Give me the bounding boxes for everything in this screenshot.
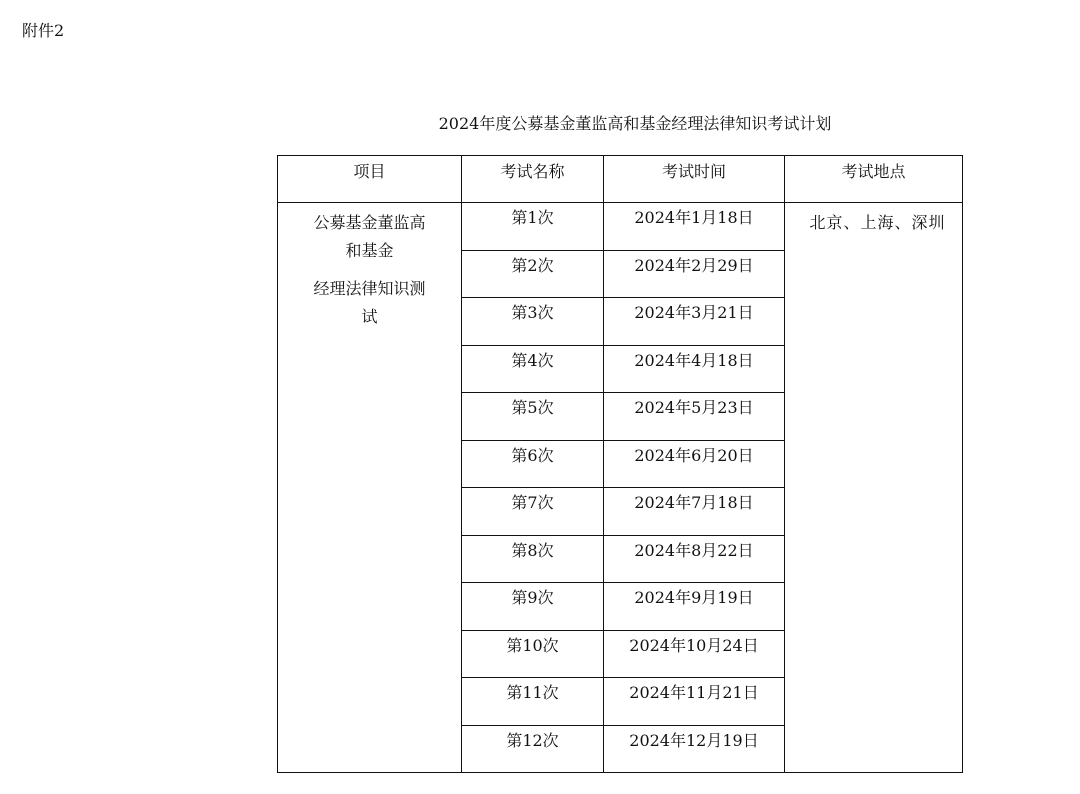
exam-date-cell: 2024年8月22日 [604,535,785,583]
exam-name-cell: 第2次 [462,250,604,298]
project-line: 经理法律知识测 [313,279,426,298]
project-line: 试 [361,307,378,326]
project-line: 和基金 [345,241,394,260]
exam-name-cell: 第5次 [462,393,604,441]
exam-name-cell: 第11次 [462,678,604,726]
header-exam-date: 考试时间 [604,156,785,203]
exam-schedule-table [277,155,963,773]
document-title: 2024年度公募基金董监高和基金经理法律知识考试计划 [438,114,832,133]
exam-name-cell: 第7次 [462,488,604,536]
location-cell: 北京、上海、深圳 [785,203,963,773]
table-header-row [278,156,963,203]
exam-date-cell: 2024年10月24日 [604,630,785,678]
header-project: 项目 [278,156,462,203]
exam-date-cell: 2024年7月18日 [604,488,785,536]
exam-date-cell: 2024年4月18日 [604,345,785,393]
exam-date-cell: 2024年1月18日 [604,203,785,251]
attachment-label: 附件2 [22,21,65,40]
exam-name-cell: 第9次 [462,583,604,631]
exam-date-cell: 2024年3月21日 [604,298,785,346]
table-row [278,203,963,251]
header-exam-name: 考试名称 [462,156,604,203]
exam-date-cell: 2024年9月19日 [604,583,785,631]
exam-date-cell: 2024年11月21日 [604,678,785,726]
exam-name-cell: 第1次 [462,203,604,251]
exam-date-cell: 2024年5月23日 [604,393,785,441]
exam-name-cell: 第4次 [462,345,604,393]
header-exam-location: 考试地点 [785,156,963,203]
exam-name-cell: 第12次 [462,725,604,773]
project-line: 公募基金董监高 [313,213,426,232]
exam-date-cell: 2024年6月20日 [604,440,785,488]
exam-name-cell: 第8次 [462,535,604,583]
exam-date-cell: 2024年2月29日 [604,250,785,298]
exam-date-cell: 2024年12月19日 [604,725,785,773]
project-cell [278,203,462,773]
exam-name-cell: 第3次 [462,298,604,346]
exam-name-cell: 第6次 [462,440,604,488]
exam-name-cell: 第10次 [462,630,604,678]
